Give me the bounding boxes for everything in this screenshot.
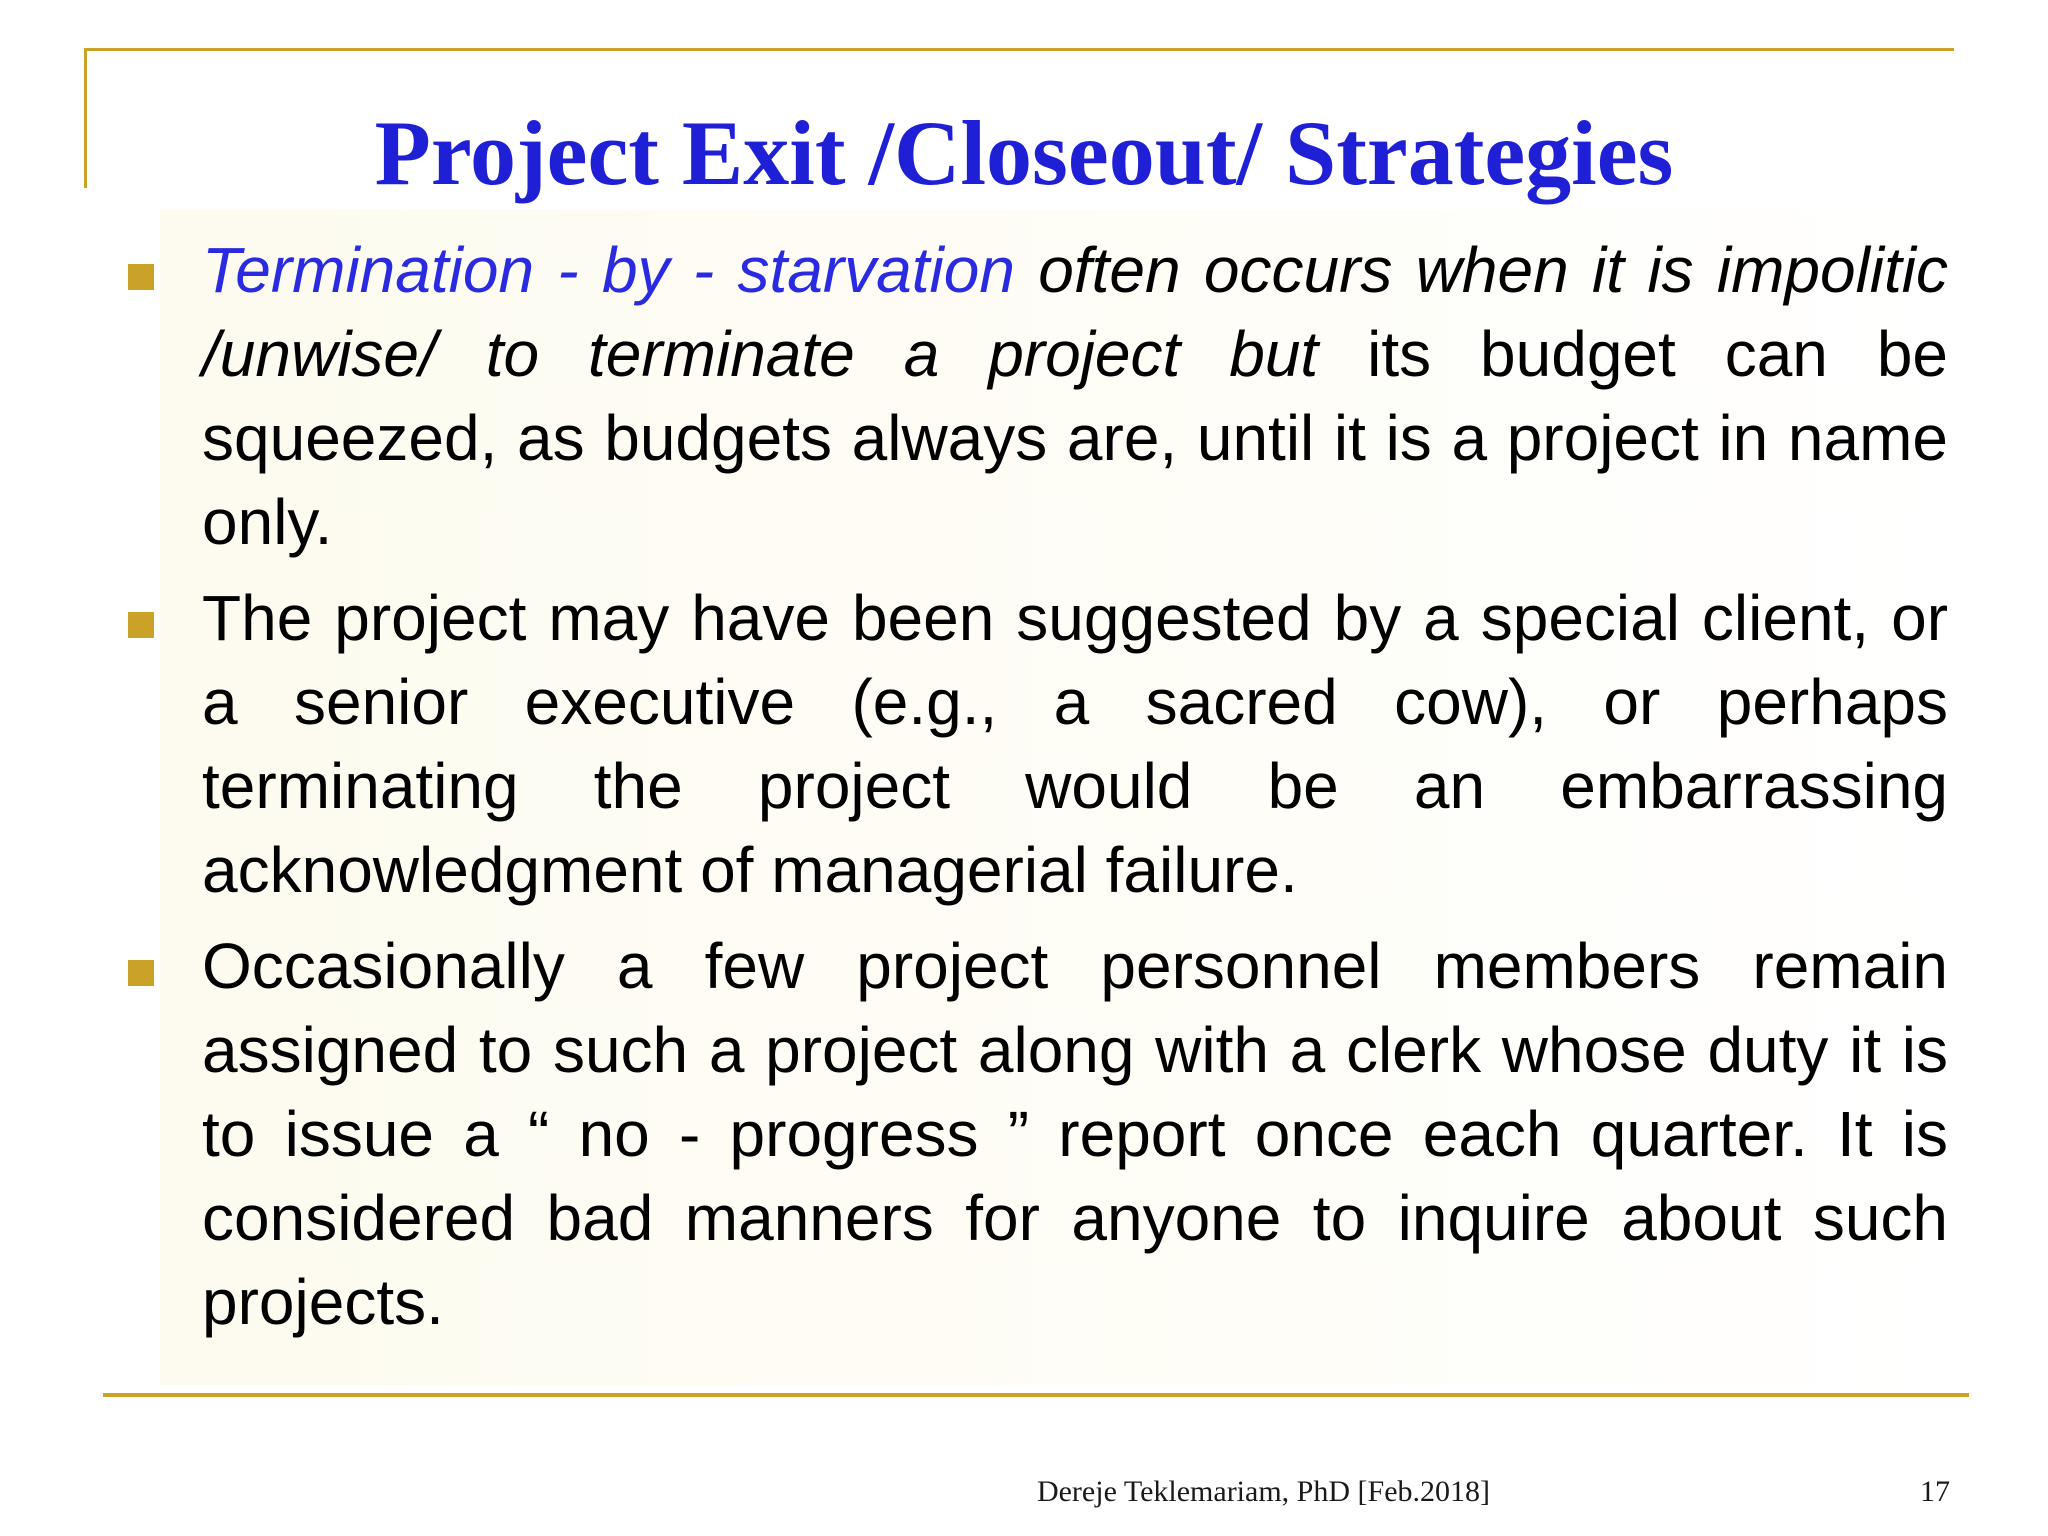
highlight-term: Termination - by - starvation (202, 234, 1015, 306)
bullet-text-2: The project may have been suggested by a special client, or a senior executive (e.g., a sacred cow), or perhaps terminating the project would be an embarrassing acknowledgment of managerial failure. (202, 582, 1948, 906)
frame-bottom-line (103, 1393, 1969, 1397)
bullet-italic-text: often occurs when it is impolitic /unwise/ to terminate a project but (202, 234, 1949, 390)
square-bullet-icon (128, 612, 154, 638)
bullet-text-1 (202, 228, 1948, 564)
square-bullet-icon (128, 264, 154, 290)
bullet-text-3: Occasionally a few project personnel members remain assigned to such a project along with a clerk whose duty it is to issue a “ no - progress ” report once each quarter. It is considered bad manners for anyone to inquire about such projects. (202, 930, 1948, 1338)
page-number: 17 (1920, 1475, 1950, 1508)
bullet-plain-text: its budget can be squeezed, as budgets always are, until it is a project in name only. (202, 318, 1949, 558)
footer-author: Dereje Teklemariam, PhD [Feb.2018] (1036, 1475, 1490, 1508)
frame-top-line (84, 48, 1954, 51)
slide-title: Project Exit /Closeout/ Strategies (374, 102, 1674, 204)
square-bullet-icon (128, 960, 154, 986)
